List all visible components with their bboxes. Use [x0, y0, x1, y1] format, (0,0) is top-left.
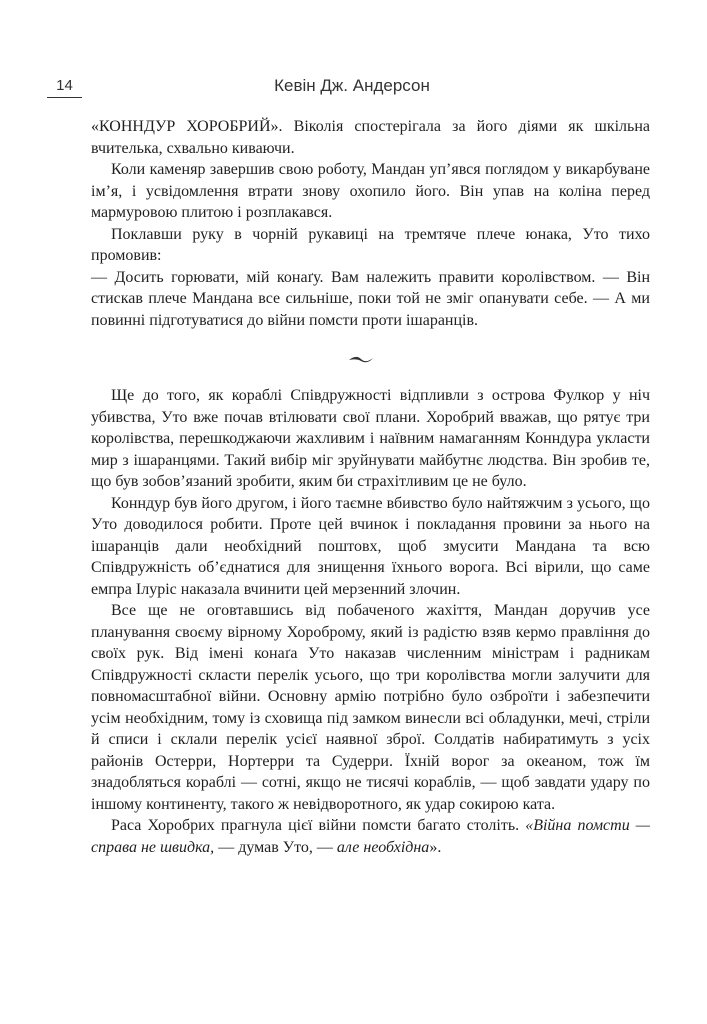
- page-number-underline: [47, 97, 82, 98]
- paragraph: Ще до того, як кораблі Співдружності відпливли з острова Фулкор у ніч убивства, Уто вже почав втілювати свої плани. Хоробрий вважав, що рятує три королівства, перешкоджаючи жахливим і наївним намаганням Конндура укласти мир з ішаранцями. Такий вибір міг зруйнувати майбутнє людства. Він зробив те, що був зобов’язаний зробити, яким би страхітливим це не було.: [91, 387, 650, 490]
- italic-quote: «Війна помсти — справа не швидка,: [91, 817, 651, 856]
- paragraph: Все ще не оговтавшись від побаченого жахіття, Мандан доручив усе планування своєму вірному Хороброму, який із радістю взяв кермо правління до своїх рук. Від імені конаґа Уто наказав численним міністрам і радникам Співдружності скласти перелік усього, що три королівства могли залучити для повномасштабної війни. Основну армію потрібно було озброїти і забезпечити усім необхідним, тому із сховища під замком винесли всі обладунки, мечі, стріли й списи і склали перелік усієї наявної зброї. Солдатів набиратимуть з усіх районів Остерри, Нортерри та Судерри. Їхній ворог за океаном, тож їм знадобляться кораблі — сотні, якщо не тисячі кораблів, — щоб завдати удару по іншому континенту, такого ж невідворотного, як удар сокирою ката.: [91, 602, 650, 813]
- paragraph: Конндур був його другом, і його таємне вбивство було найтяжчим з усього, що Уто доводилося робити. Проте цей вчинок і покладання провини за нього на ішаранців дали необхідний поштовх, щоб змусити Мандана та всю Співдружність об’єднатися для знищення їхнього ворога. Всі вірили, що саме емпра Ілуріс наказала вчинити цей мерзенний злочин.: [91, 494, 650, 598]
- running-title: Кевін Дж. Андерсон: [274, 76, 430, 95]
- paragraph: Поклавши руку в чорній рукавиці на тремтяче плече юнака, Уто тихо промовив:: [91, 225, 650, 264]
- final-paragraph-tail: ».: [429, 838, 442, 856]
- section-2-text: [91, 385, 650, 858]
- final-paragraph: [91, 815, 650, 858]
- paragraph: Коли каменяр завершив свою роботу, Мандан уп’явся поглядом у викарбуване ім’я, і усвідомлення втрати знову охопило його. Він упав на коліна перед мармуровою плитою і розплакався.: [91, 161, 650, 221]
- final-paragraph-middle: — думав Уто, —: [214, 838, 337, 856]
- section-1-text: [91, 116, 650, 331]
- final-paragraph-lead: Раса Хоробрих прагнула цієї війни помсти багато століть.: [111, 817, 526, 834]
- page-header: [47, 76, 657, 100]
- section-divider-ornament-icon: [348, 352, 374, 364]
- paragraph: — Досить горювати, мій конаґу. Вам належить правити королівством. — Він стискав плече Мандана все сильніше, поки той не зміг опанувати себе. — А ми повинні підготуватися до війни помсти проти ішаранців.: [91, 268, 650, 329]
- page-number: 14: [56, 77, 73, 94]
- paragraph: «КОННДУР ХОРОБРИЙ». Віколія спостерігала за його діями як шкільна вчителька, схвально киваючи.: [91, 118, 650, 157]
- italic-quote: але необхідна: [336, 838, 430, 856]
